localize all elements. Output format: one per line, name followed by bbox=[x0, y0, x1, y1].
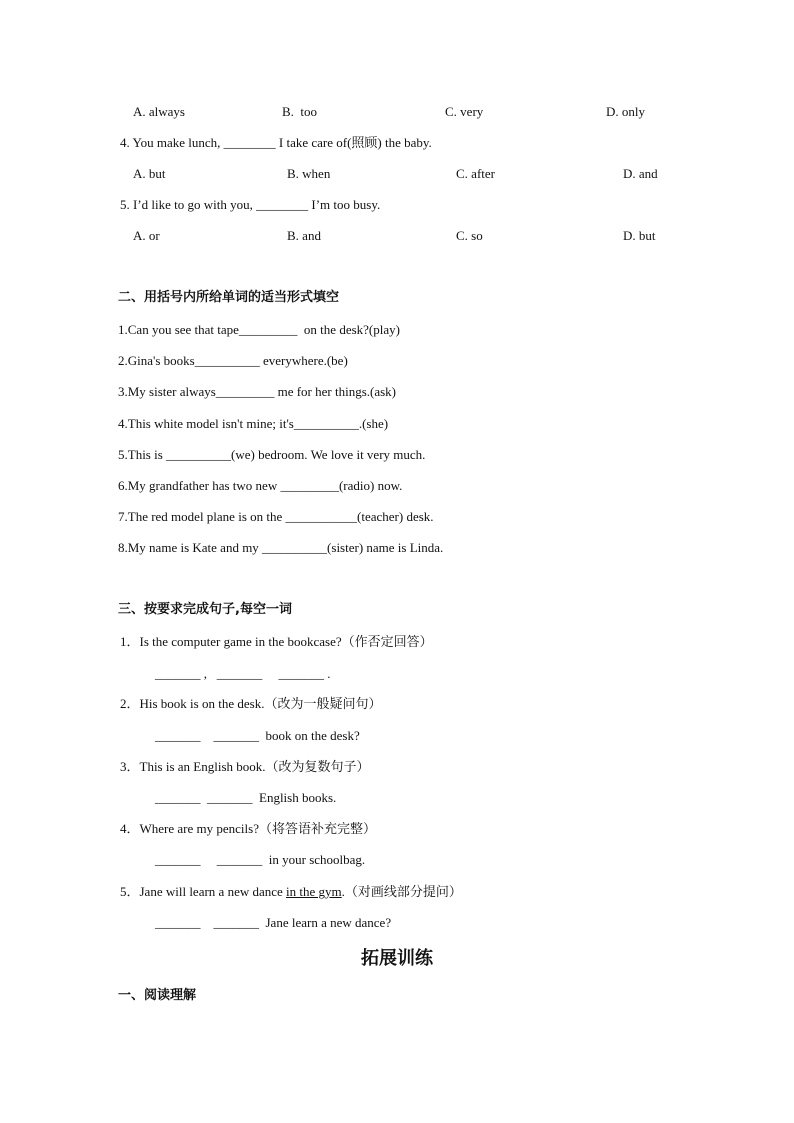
q4-option-b: B. when bbox=[287, 166, 331, 181]
q3-option-d: D. only bbox=[606, 104, 645, 119]
section3-question: 2．His book is on the desk.（改为一般疑问句） bbox=[120, 696, 382, 711]
section2-item: 5.This is __________(we) bedroom. We love it very much. bbox=[118, 447, 426, 462]
section2-item: 2.Gina's books__________ everywhere.(be) bbox=[118, 353, 348, 368]
section3-question: 4．Where are my pencils?（将答语补充完整） bbox=[120, 821, 376, 836]
section3-answer-blanks: _______ _______ in your schoolbag. bbox=[155, 852, 366, 867]
section2-item: 7.The red model plane is on the ___________(teacher) desk. bbox=[118, 509, 434, 524]
question-text: 5．Jane will learn a new dance bbox=[120, 884, 287, 899]
q5-option-b: B. and bbox=[287, 228, 321, 243]
section2-item: 6.My grandfather has two new _________(radio) now. bbox=[118, 478, 403, 493]
question-instruction: .（对画线部分提问） bbox=[341, 884, 462, 899]
q4-text: 4. You make lunch, ________ I take care of(照顾) the baby. bbox=[120, 135, 432, 150]
section3-heading: 三、按要求完成句子,每空一词 bbox=[118, 602, 292, 617]
section2-item: 8.My name is Kate and my __________(sister) name is Linda. bbox=[118, 540, 444, 555]
section3-answer-blanks: _______ _______ book on the desk? bbox=[155, 728, 360, 743]
section3-question: 3．This is an English book.（改为复数句子） bbox=[120, 759, 370, 774]
section3-question bbox=[120, 884, 462, 900]
underlined-phrase: in the gym bbox=[286, 884, 342, 899]
q3-option-b: B. too bbox=[282, 104, 318, 119]
q5-option-d: D. but bbox=[623, 228, 656, 243]
section2-item: 1.Can you see that tape_________ on the desk?(play) bbox=[118, 322, 400, 337]
section2-heading: 二、用括号内所给单词的适当形式填空 bbox=[118, 290, 340, 305]
section3-answer-blanks: _______ _______ English books. bbox=[155, 790, 337, 805]
q4-option-a: A. but bbox=[133, 166, 166, 181]
q4-option-c: C. after bbox=[456, 166, 495, 181]
section3-answer-blanks: _______ _______ Jane learn a new dance? bbox=[155, 915, 392, 930]
q5-option-c: C. so bbox=[456, 228, 483, 243]
extension-subheading: 一、阅读理解 bbox=[118, 988, 197, 1003]
section3-answer-blanks: _______ , _______ _______ . bbox=[155, 666, 331, 681]
section2-item: 3.My sister always_________ me for her things.(ask) bbox=[118, 384, 397, 399]
extension-title: 拓展训练 bbox=[361, 948, 433, 969]
q5-text: 5. I’d like to go with you, ________ I’m too busy. bbox=[120, 197, 381, 212]
q4-option-d: D. and bbox=[623, 166, 658, 181]
q3-option-c: C. very bbox=[445, 104, 484, 119]
section3-question: 1．Is the computer game in the bookcase?（作否定回答） bbox=[120, 634, 433, 649]
q3-option-a: A. always bbox=[133, 104, 185, 119]
q5-option-a: A. or bbox=[133, 228, 160, 243]
section2-item: 4.This white model isn't mine; it's__________.(she) bbox=[118, 416, 389, 431]
